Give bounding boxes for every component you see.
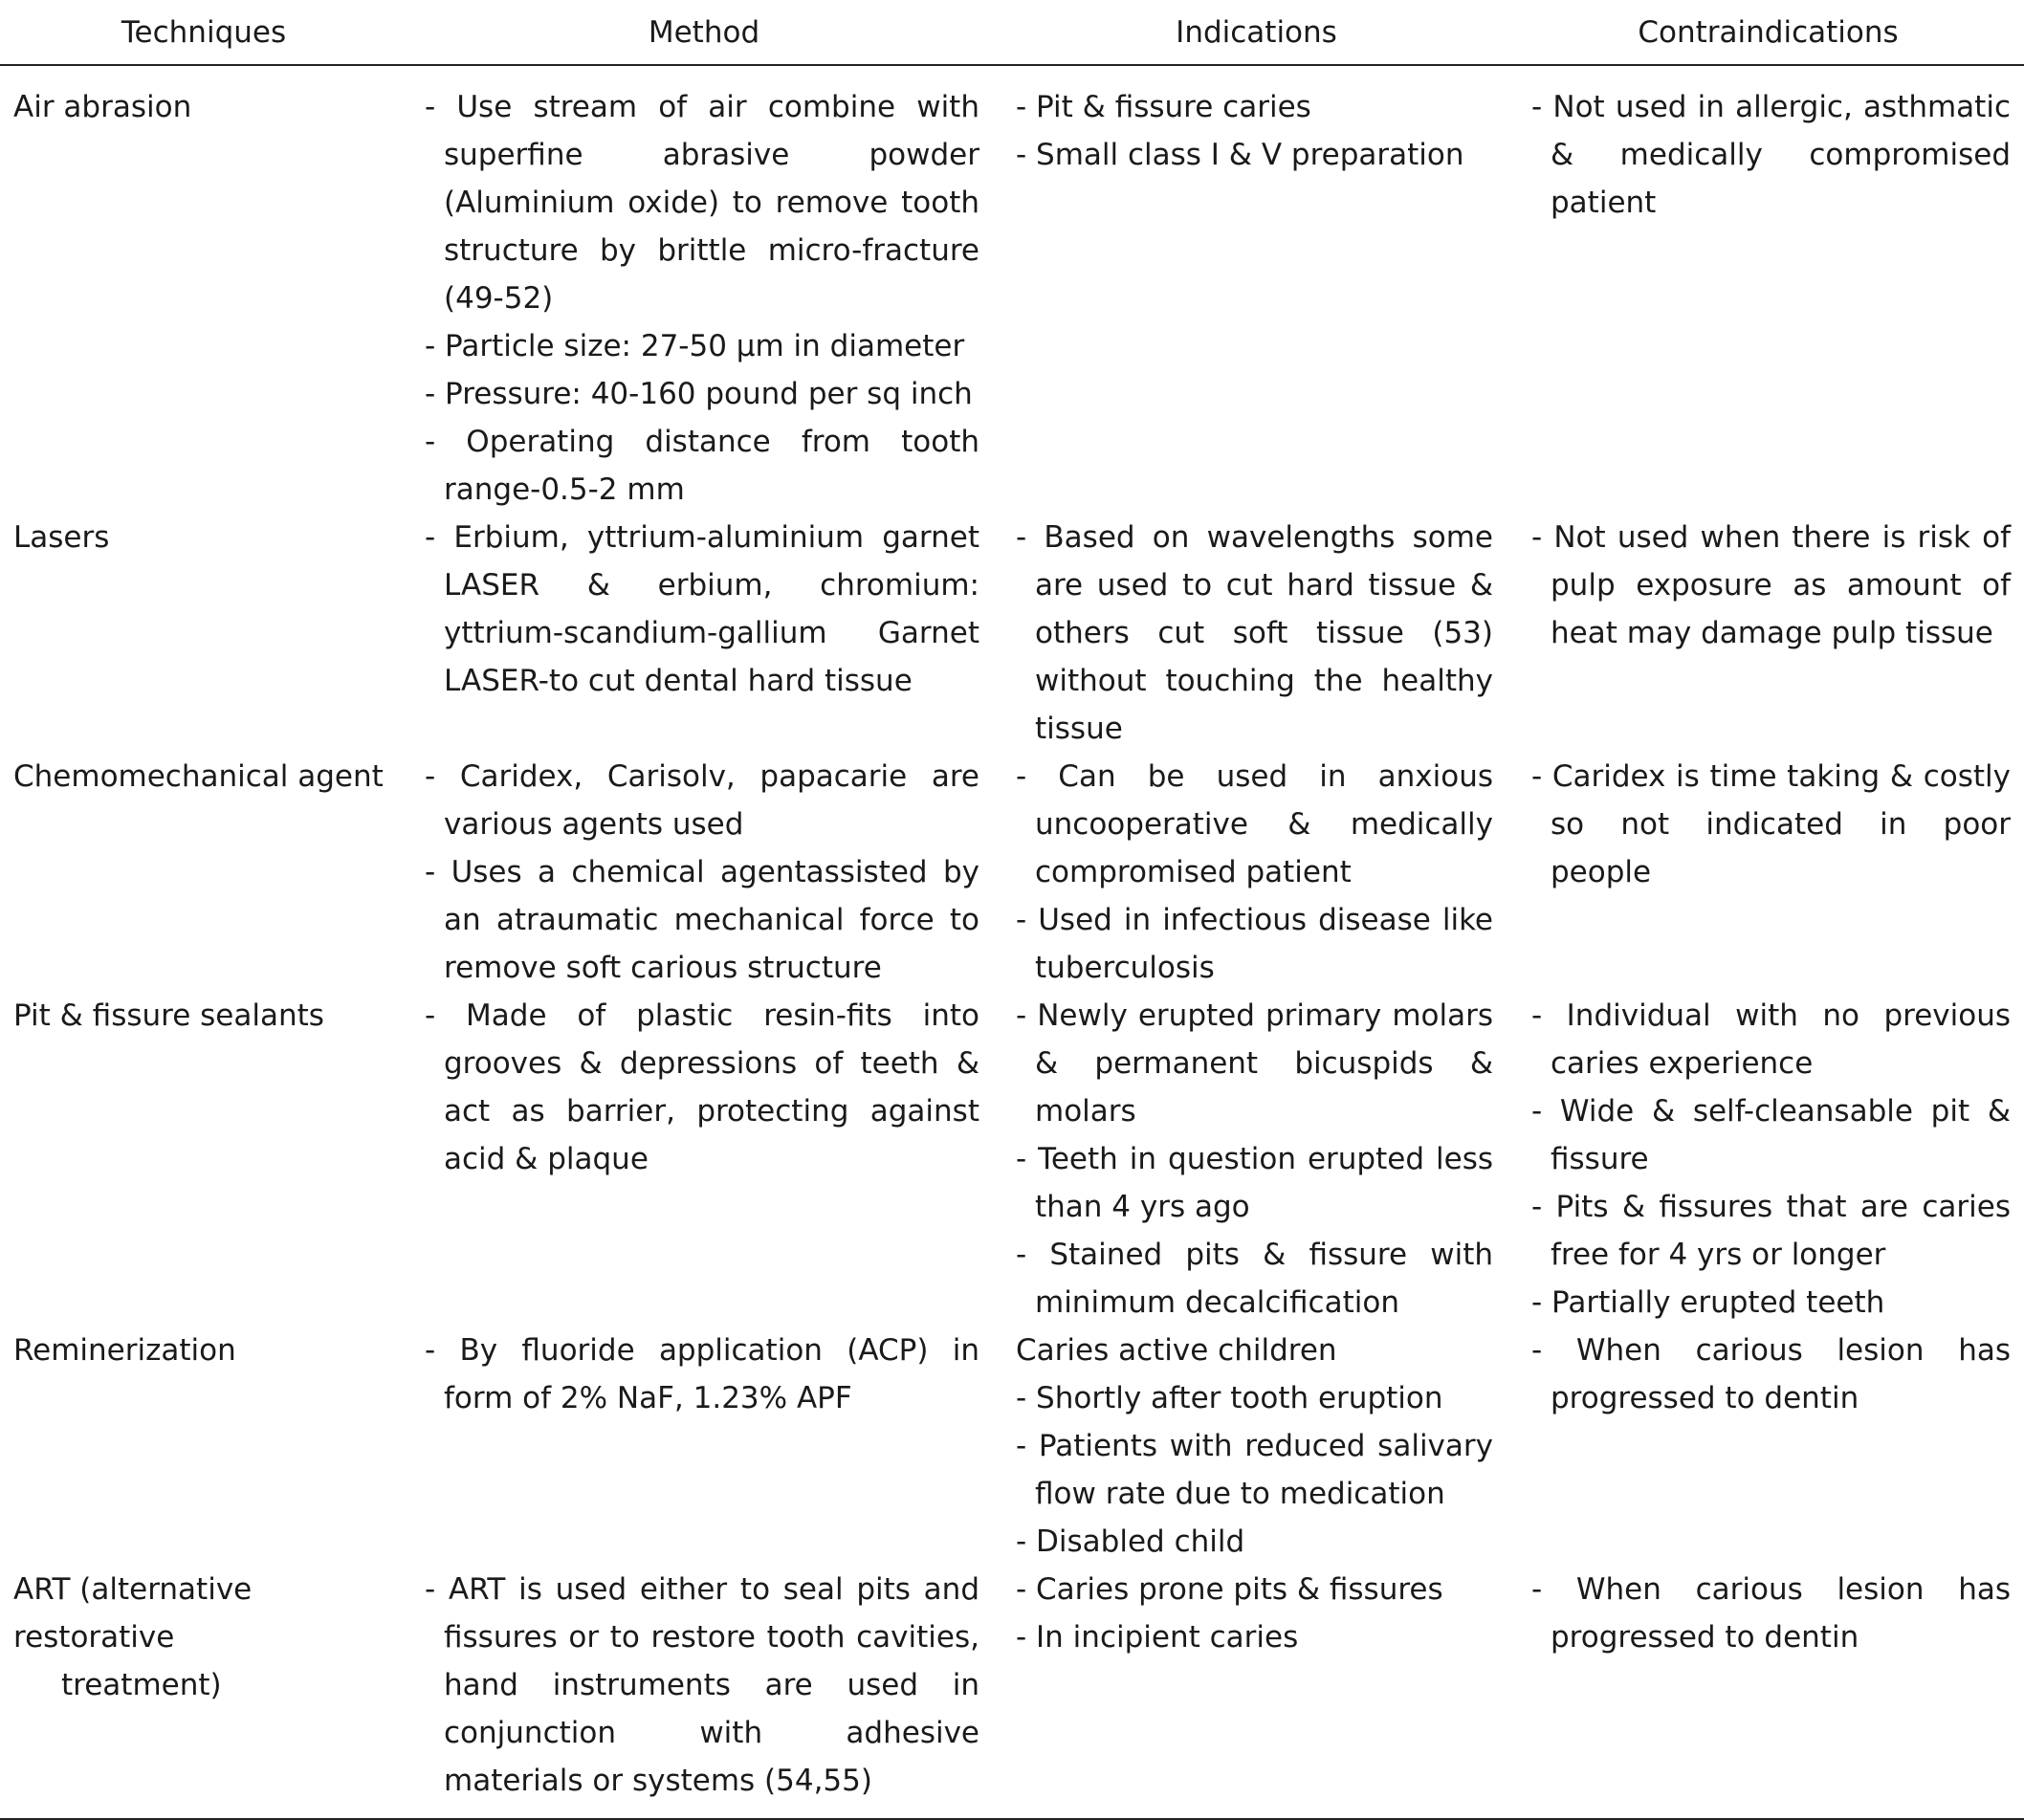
technique-label: Reminerization bbox=[13, 1333, 236, 1368]
indications-cell bbox=[1001, 992, 1512, 1327]
technique-cell bbox=[0, 753, 407, 992]
contraindications-cell bbox=[1512, 1566, 2024, 1819]
contraindication-item: - Wide & self-cleansable pit & fissure bbox=[1531, 1094, 2011, 1176]
contraindications-cell bbox=[1512, 65, 2024, 514]
technique-cell bbox=[0, 1327, 407, 1566]
method-item: - Made of plastic resin-fits into grooves & depressions of teeth & act as barrier, protecting against acid & plaque bbox=[425, 998, 979, 1176]
indications-cell bbox=[1001, 514, 1512, 753]
indication-item: - In incipient caries bbox=[1016, 1620, 1299, 1655]
indication-item: - Shortly after tooth eruption bbox=[1016, 1381, 1443, 1415]
indication-item: - Caries prone pits & fissures bbox=[1016, 1572, 1443, 1607]
table-body bbox=[0, 65, 2024, 1819]
indications-intro: Caries active children bbox=[1016, 1333, 1337, 1368]
indications-cell bbox=[1001, 753, 1512, 992]
indication-item: - Based on wavelengths some are used to cut hard tissue & others cut soft tissue (53) without touching the healthy tissue bbox=[1016, 520, 1493, 746]
technique-cell bbox=[0, 65, 407, 514]
contraindication-item: - Not used when there is risk of pulp exposure as amount of heat may damage pulp tissue bbox=[1531, 520, 2011, 650]
indication-item: - Patients with reduced salivary flow rate due to medication bbox=[1016, 1429, 1493, 1511]
technique-cell bbox=[0, 514, 407, 753]
header-indications: Indications bbox=[1001, 0, 1512, 65]
table-row bbox=[0, 1327, 2024, 1566]
method-cell bbox=[407, 992, 1001, 1327]
contraindications-cell bbox=[1512, 1327, 2024, 1566]
method-item: - ART is used either to seal pits and fissures or to restore tooth cavities, hand instruments are used in conjunction with adhesive materials or systems (54,55) bbox=[425, 1572, 979, 1798]
technique-label: treatment) bbox=[61, 1668, 222, 1702]
contraindication-item: - Caridex is time taking & costly so not indicated in poor people bbox=[1531, 759, 2011, 889]
indication-item: - Stained pits & fissure with minimum decalcification bbox=[1016, 1238, 1493, 1320]
indications-cell bbox=[1001, 65, 1512, 514]
technique-label: Pit & fissure sealants bbox=[13, 998, 324, 1033]
indications-cell bbox=[1001, 1327, 1512, 1566]
indication-item: - Pit & fissure caries bbox=[1016, 90, 1311, 124]
technique-label: Chemomechanical agent bbox=[13, 759, 384, 794]
technique-cell bbox=[0, 992, 407, 1327]
method-item: - Erbium, yttrium-aluminium garnet LASER & erbium, chromium: yttrium-scandium-gallium Garnet LASER-to cut dental hard tissue bbox=[425, 520, 979, 698]
method-item: - Operating distance from tooth range-0.5-2 mm bbox=[425, 425, 979, 507]
technique-label: Lasers bbox=[13, 520, 110, 555]
header-method: Method bbox=[407, 0, 1001, 65]
technique-label: Air abrasion bbox=[13, 90, 192, 124]
contraindication-item: - When carious lesion has progressed to dentin bbox=[1531, 1572, 2011, 1655]
header-techniques: Techniques bbox=[0, 0, 407, 65]
method-item: - Uses a chemical agentassisted by an atraumatic mechanical force to remove soft carious structure bbox=[425, 855, 979, 985]
indications-cell bbox=[1001, 1566, 1512, 1819]
header-contraindications: Contraindications bbox=[1512, 0, 2024, 65]
contraindication-item: - Not used in allergic, asthmatic & medically compromised patient bbox=[1531, 90, 2011, 220]
header-row bbox=[0, 0, 2024, 65]
indication-item: - Used in infectious disease like tuberculosis bbox=[1016, 903, 1493, 985]
method-cell bbox=[407, 1327, 1001, 1566]
method-cell bbox=[407, 753, 1001, 992]
method-item: - Pressure: 40-160 pound per sq inch bbox=[425, 377, 973, 411]
indication-item: - Newly erupted primary molars & permanent bicuspids & molars bbox=[1016, 998, 1493, 1129]
table-row bbox=[0, 65, 2024, 514]
method-item: - Caridex, Carisolv, papacarie are various agents used bbox=[425, 759, 979, 842]
contraindications-cell bbox=[1512, 753, 2024, 992]
contraindication-item: - Partially erupted teeth bbox=[1531, 1285, 1885, 1320]
table-row bbox=[0, 1566, 2024, 1819]
method-item: - Particle size: 27-50 µm in diameter bbox=[425, 329, 965, 363]
indication-item: - Small class I & V preparation bbox=[1016, 138, 1464, 172]
method-cell bbox=[407, 1566, 1001, 1819]
contraindication-item: - Individual with no previous caries experience bbox=[1531, 998, 2011, 1081]
method-cell bbox=[407, 65, 1001, 514]
indication-item: - Teeth in question erupted less than 4 yrs ago bbox=[1016, 1142, 1493, 1224]
table-row bbox=[0, 514, 2024, 753]
table-header bbox=[0, 0, 2024, 65]
table-row bbox=[0, 992, 2024, 1327]
contraindications-cell bbox=[1512, 514, 2024, 753]
method-cell bbox=[407, 514, 1001, 753]
technique-label: ART (alternative restorative bbox=[13, 1572, 253, 1655]
table-row bbox=[0, 753, 2024, 992]
method-item: - By fluoride application (ACP) in form of 2% NaF, 1.23% APF bbox=[425, 1333, 979, 1415]
contraindication-item: - When carious lesion has progressed to dentin bbox=[1531, 1333, 2011, 1415]
technique-cell bbox=[0, 1566, 407, 1819]
method-item: - Use stream of air combine with superfine abrasive powder (Aluminium oxide) to remove tooth structure by brittle micro-fracture (49-52) bbox=[425, 90, 979, 316]
contraindications-cell bbox=[1512, 992, 2024, 1327]
contraindication-item: - Pits & fissures that are caries free for 4 yrs or longer bbox=[1531, 1190, 2011, 1272]
indication-item: - Disabled child bbox=[1016, 1524, 1245, 1559]
indication-item: - Can be used in anxious uncooperative & medically compromised patient bbox=[1016, 759, 1493, 889]
